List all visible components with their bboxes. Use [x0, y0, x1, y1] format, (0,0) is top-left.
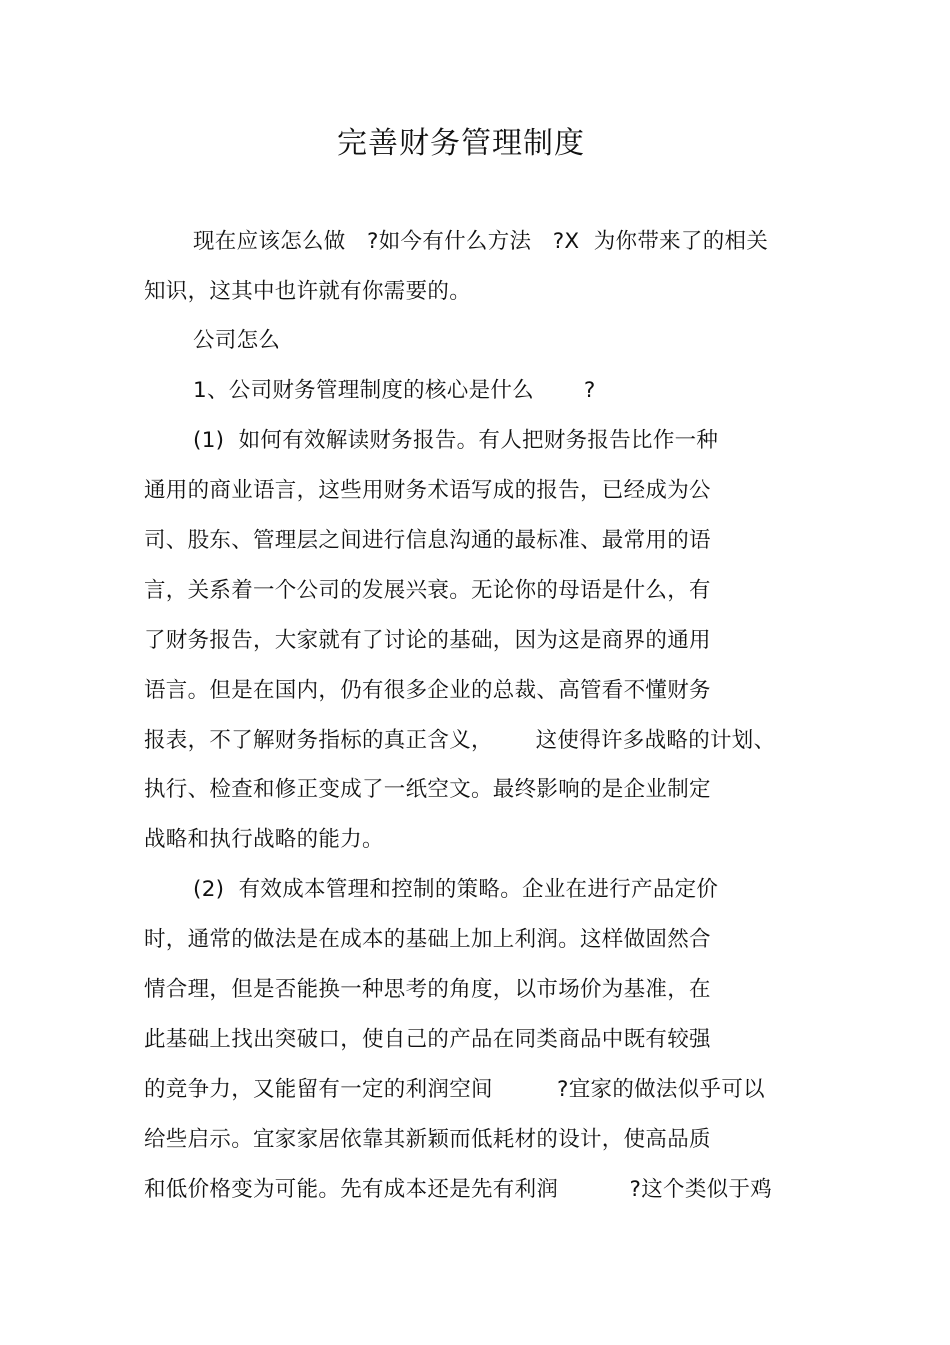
paragraph-line: (1) 如何有效解读财务报告。有人把财务报告比作一种	[193, 428, 719, 453]
paragraph-line: 执行、检查和修正变成了一纸空文。最终影响的是企业制定	[144, 777, 711, 802]
section-heading: 公司怎么	[193, 328, 281, 353]
paragraph-line: 知识，这其中也许就有你需要的。	[144, 279, 472, 304]
paragraph-line: 和低价格变为可能。先有成本还是先有利润 ?这个类似于鸡	[144, 1177, 773, 1202]
paragraph-line: 司、股东、管理层之间进行信息沟通的最标准、最常用的语	[144, 528, 711, 553]
paragraph-line: 语言。但是在国内，仍有很多企业的总裁、高管看不懂财务	[144, 678, 711, 703]
question-heading: 1、公司财务管理制度的核心是什么 ?	[193, 378, 596, 403]
paragraph-line: 的竞争力，又能留有一定的利润空间 ?宜家的做法似乎可以	[144, 1077, 765, 1102]
paragraph-line: 言，关系着一个公司的发展兴衰。无论你的母语是什么，有	[144, 578, 711, 603]
paragraph-line: 战略和执行战略的能力。	[144, 827, 384, 852]
paragraph-line: (2) 有效成本管理和控制的策略。企业在进行产品定价	[193, 877, 719, 902]
paragraph-line: 通用的商业语言，这些用财务术语写成的报告，已经成为公	[144, 478, 711, 503]
paragraph-line: 报表，不了解财务指标的真正含义， 这使得许多战略的计划、	[144, 728, 776, 753]
paragraph-line: 时，通常的做法是在成本的基础上加上利润。这样做固然合	[144, 927, 711, 952]
paragraph-line: 了财务报告，大家就有了讨论的基础，因为这是商界的通用	[144, 628, 711, 653]
paragraph-line: 给些启示。宜家家居依靠其新颖而低耗材的设计，使高品质	[144, 1127, 711, 1152]
document-title: 完善财务管理制度	[337, 126, 585, 161]
paragraph-line: 情合理，但是否能换一种思考的角度，以市场价为基准，在	[144, 977, 711, 1002]
paragraph-line: 此基础上找出突破口，使自己的产品在同类商品中既有较强	[144, 1027, 711, 1052]
paragraph-line: 现在应该怎么做 ?如今有什么方法 ?X 为你带来了的相关	[193, 229, 769, 254]
